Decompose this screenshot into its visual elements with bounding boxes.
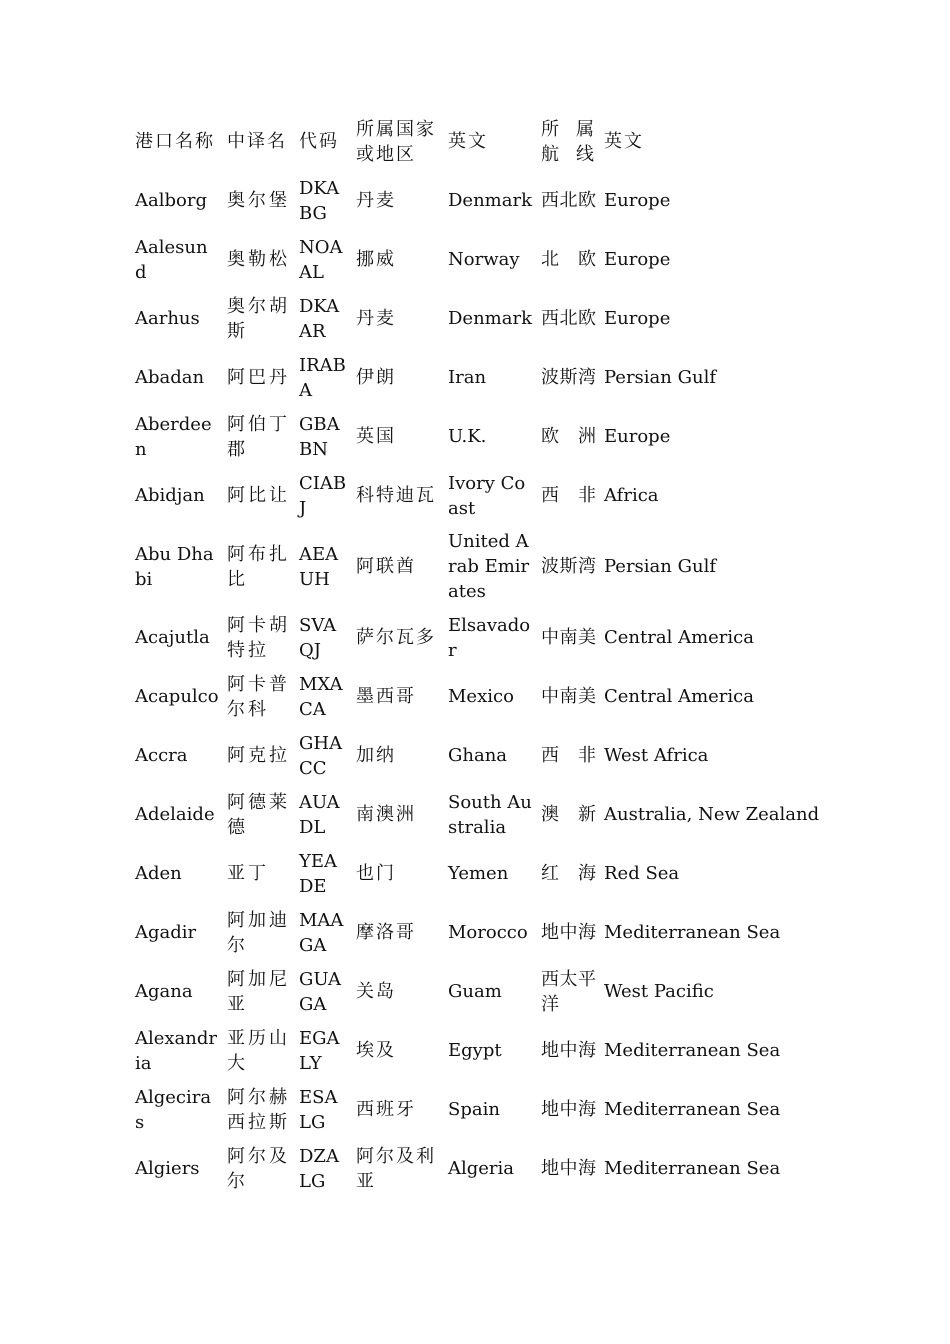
cell-route-english: Mediterranean Sea	[604, 922, 781, 943]
table-row	[131, 289, 823, 348]
table-row	[131, 466, 823, 525]
table-row	[131, 1021, 823, 1080]
cell-port-code: MXACA	[299, 673, 343, 720]
cell-chinese-name: 阿卡胡特拉	[227, 614, 290, 661]
cell-port-code: ESALG	[299, 1086, 338, 1133]
table-row	[131, 844, 823, 903]
cell-port-code: SVAQJ	[299, 614, 337, 661]
cell-port-name: Aalesund	[135, 236, 208, 283]
cell-port-code: IRABA	[299, 354, 346, 401]
cell-port-code: AEAUH	[299, 543, 339, 590]
table-header-row	[131, 112, 823, 171]
cell-port-name: Acapulco	[135, 686, 219, 707]
cell-port-name: Algeciras	[135, 1086, 212, 1133]
table-row	[131, 1139, 823, 1198]
header-chinese-name: 中译名	[227, 131, 287, 152]
cell-country: 丹麦	[356, 308, 396, 329]
cell-country-english: Yemen	[448, 863, 509, 884]
table-row	[131, 525, 823, 608]
table-row	[131, 785, 823, 844]
cell-country: 萨尔瓦多	[356, 627, 436, 648]
cell-country-english: Ivory Coast	[448, 472, 526, 519]
cell-route: 波斯湾	[541, 556, 596, 577]
cell-chinese-name: 亚丁	[227, 863, 269, 884]
table-row	[131, 348, 823, 407]
cell-route-english: Europe	[604, 190, 671, 211]
cell-country-english: Egypt	[448, 1040, 502, 1061]
cell-port-name: Agana	[135, 981, 193, 1002]
cell-country-english: Elsavador	[448, 614, 531, 661]
cell-port-code: GHACC	[299, 732, 343, 779]
cell-port-code: DZALG	[299, 1145, 339, 1192]
table-row	[131, 1080, 823, 1139]
cell-port-code: DKAAR	[299, 295, 340, 342]
cell-route: 北欧	[541, 249, 596, 270]
cell-port-code: DKABG	[299, 177, 340, 224]
header-country: 所属国家或地区	[356, 118, 436, 165]
cell-port-name: Aberdeen	[135, 413, 212, 460]
cell-chinese-name: 亚历山大	[227, 1027, 290, 1074]
cell-port-name: Adelaide	[135, 804, 215, 825]
cell-route-english: Central America	[604, 686, 754, 707]
cell-port-name: Accra	[135, 745, 188, 766]
cell-chinese-name: 阿加迪尔	[227, 909, 290, 956]
cell-country-english: Guam	[448, 981, 502, 1002]
cell-country: 英国	[356, 426, 396, 447]
cell-country: 埃及	[356, 1040, 396, 1061]
cell-country-english: Ghana	[448, 745, 508, 766]
cell-port-name: Agadir	[135, 922, 197, 943]
port-table-body	[131, 112, 823, 1198]
cell-route: 地中海	[541, 1040, 596, 1061]
cell-port-code: AUADL	[299, 791, 340, 838]
cell-route: 中南美	[541, 627, 596, 648]
cell-port-code: YEADE	[299, 850, 338, 897]
cell-country-english: Denmark	[448, 190, 532, 211]
cell-route: 波斯湾	[541, 367, 596, 388]
cell-route: 西北欧	[541, 308, 596, 329]
table-row	[131, 407, 823, 466]
table-row	[131, 726, 823, 785]
cell-route-english: West Africa	[604, 745, 709, 766]
table-row	[131, 171, 823, 230]
cell-country-english: Denmark	[448, 308, 532, 329]
cell-country: 南澳洲	[356, 804, 416, 825]
cell-country: 科特迪瓦	[356, 485, 436, 506]
cell-country: 挪威	[356, 249, 396, 270]
cell-chinese-name: 奥尔堡	[227, 190, 290, 211]
cell-port-name: Aalborg	[135, 190, 207, 211]
cell-route: 中南美	[541, 686, 596, 707]
port-table	[131, 112, 823, 1198]
header-code: 代码	[299, 131, 339, 152]
cell-country: 也门	[356, 863, 396, 884]
cell-route: 欧洲	[541, 426, 596, 447]
cell-port-code: GBABN	[299, 413, 340, 460]
cell-route-english: Mediterranean Sea	[604, 1158, 781, 1179]
cell-country-english: South Australia	[448, 791, 532, 838]
header-route: 所属航线	[541, 118, 596, 165]
cell-chinese-name: 阿布扎比	[227, 543, 290, 590]
cell-route: 澳新	[541, 804, 596, 825]
cell-port-name: Alexandria	[135, 1027, 218, 1074]
table-row	[131, 230, 823, 289]
cell-chinese-name: 阿比让	[227, 485, 290, 506]
cell-chinese-name: 阿尔及尔	[227, 1145, 290, 1192]
cell-route-english: Persian Gulf	[604, 367, 716, 388]
table-row	[131, 962, 823, 1021]
header-route-english: 英文	[604, 131, 644, 152]
cell-route-english: Europe	[604, 426, 671, 447]
cell-route-english: Australia, New Zealand	[604, 804, 820, 825]
cell-route-english: Mediterranean Sea	[604, 1040, 781, 1061]
cell-route: 地中海	[541, 1099, 596, 1120]
cell-port-name: Abu Dhabi	[135, 543, 214, 590]
cell-port-code: EGALY	[299, 1027, 340, 1074]
cell-chinese-name: 阿加尼亚	[227, 968, 290, 1015]
table-row	[131, 608, 823, 667]
cell-port-code: NOAAL	[299, 236, 343, 283]
cell-route-english: Central America	[604, 627, 754, 648]
cell-chinese-name: 阿巴丹	[227, 367, 290, 388]
cell-chinese-name: 奥尔胡斯	[227, 295, 290, 342]
cell-chinese-name: 阿伯丁郡	[227, 413, 290, 460]
cell-port-code: MAAGA	[299, 909, 344, 956]
cell-country-english: Algeria	[448, 1158, 515, 1179]
cell-country: 加纳	[356, 745, 396, 766]
table-row	[131, 903, 823, 962]
cell-route: 地中海	[541, 1158, 596, 1179]
cell-route-english: West Pacific	[604, 981, 714, 1002]
cell-route-english: Red Sea	[604, 863, 680, 884]
cell-route-english: Europe	[604, 249, 671, 270]
cell-route-english: Mediterranean Sea	[604, 1099, 781, 1120]
table-row	[131, 667, 823, 726]
cell-country: 丹麦	[356, 190, 396, 211]
cell-country-english: Norway	[448, 249, 520, 270]
cell-country: 西班牙	[356, 1099, 416, 1120]
cell-route: 地中海	[541, 922, 596, 943]
cell-route-english: Europe	[604, 308, 671, 329]
cell-route: 西北欧	[541, 190, 596, 211]
cell-route: 西非	[541, 485, 596, 506]
cell-country-english: United Arab Emirates	[448, 531, 530, 602]
cell-country-english: Mexico	[448, 686, 514, 707]
cell-country-english: U.K.	[448, 426, 487, 447]
cell-country: 摩洛哥	[356, 922, 416, 943]
header-country-english: 英文	[448, 131, 488, 152]
cell-port-name: Abadan	[135, 367, 205, 388]
cell-route-english: Africa	[604, 485, 659, 506]
cell-route: 红海	[541, 863, 596, 884]
cell-country-english: Morocco	[448, 922, 528, 943]
cell-country: 阿联酋	[356, 556, 416, 577]
header-port-name: 港口名称	[135, 131, 215, 152]
cell-country: 伊朗	[356, 367, 396, 388]
cell-country-english: Iran	[448, 367, 487, 388]
cell-port-name: Algiers	[135, 1158, 200, 1179]
cell-country: 墨西哥	[356, 686, 416, 707]
cell-route-english: Persian Gulf	[604, 556, 716, 577]
cell-route: 西太平洋	[541, 968, 596, 1015]
cell-country: 关岛	[356, 981, 396, 1002]
cell-port-name: Abidjan	[135, 485, 205, 506]
cell-country-english: Spain	[448, 1099, 500, 1120]
cell-port-code: CIABJ	[299, 472, 347, 519]
cell-port-name: Aarhus	[135, 308, 200, 329]
cell-chinese-name: 阿克拉	[227, 745, 290, 766]
cell-port-name: Acajutla	[135, 627, 210, 648]
cell-port-name: Aden	[135, 863, 182, 884]
cell-chinese-name: 阿德莱德	[227, 791, 290, 838]
cell-chinese-name: 阿卡普尔科	[227, 673, 290, 720]
cell-chinese-name: 阿尔赫西拉斯	[227, 1086, 290, 1133]
cell-chinese-name: 奥勒松	[227, 249, 290, 270]
cell-route: 西非	[541, 745, 596, 766]
cell-country: 阿尔及利亚	[356, 1145, 436, 1192]
cell-port-code: GUAGA	[299, 968, 341, 1015]
